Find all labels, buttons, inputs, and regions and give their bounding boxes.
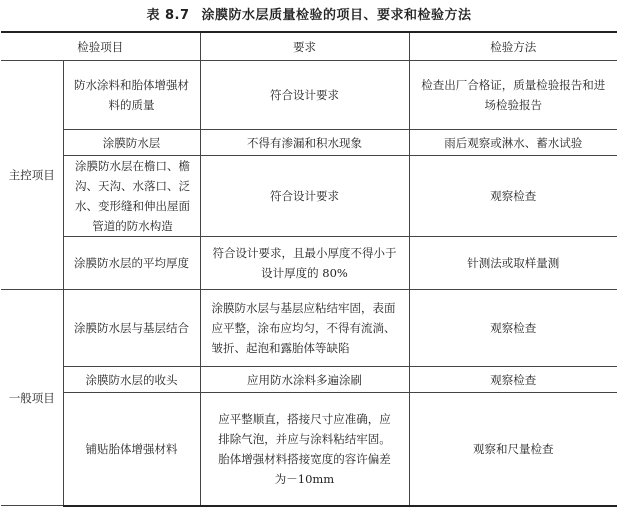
row-item: 涂膜防水层: [63, 130, 200, 156]
table-row: [1, 156, 617, 237]
table-row: [1, 393, 617, 506]
table-row: [1, 290, 617, 367]
row-requirement: 符合设计要求，且最小厚度不得小于设计厚度的 80%: [200, 237, 409, 290]
table-title: 涂膜防水层质量检验的项目、要求和检验方法: [201, 8, 472, 23]
row-method: 针测法或取样量测: [409, 237, 617, 290]
row-item: 涂膜防水层的收头: [63, 367, 200, 393]
table-caption: [0, 4, 618, 23]
header-requirement: 要求: [200, 32, 409, 61]
row-item: 涂膜防水层与基层结合: [63, 290, 200, 367]
header-item: 检验项目: [1, 32, 200, 61]
header-method: 检验方法: [409, 32, 617, 61]
row-method: 观察检查: [409, 156, 617, 237]
row-requirement: 应用防水涂料多遍涂刷: [200, 367, 409, 393]
group-label: 一般项目: [1, 290, 63, 506]
row-method: 观察和尺量检查: [409, 393, 617, 506]
row-item: 涂膜防水层的平均厚度: [63, 237, 200, 290]
inspection-table: [1, 31, 617, 507]
row-item: 涂膜防水层在檐口、檐沟、天沟、水落口、泛水、变形缝和伸出屋面管道的防水构造: [63, 156, 200, 237]
table-row: [1, 130, 617, 156]
table-row: [1, 367, 617, 393]
table-header-row: [1, 32, 617, 61]
row-method: 观察检查: [409, 367, 617, 393]
row-item: 防水涂料和胎体增强材料的质量: [63, 61, 200, 130]
row-method: 雨后观察或淋水、蓄水试验: [409, 130, 617, 156]
table-row: [1, 237, 617, 290]
row-item: 铺贴胎体增强材料: [63, 393, 200, 506]
row-requirement: 应平整顺直，搭接尺寸应准确，应排除气泡，并应与涂料粘结牢固。胎体增强材料搭接宽度的容许偏差为－10mm: [200, 393, 409, 506]
row-method: 观察检查: [409, 290, 617, 367]
table-number: 表 8.7: [146, 8, 190, 23]
group-label: 主控项目: [1, 61, 63, 290]
row-requirement: 不得有渗漏和积水现象: [200, 130, 409, 156]
row-requirement: 涂膜防水层与基层应粘结牢固，表面应平整，涂布应均匀，不得有流淌、皱折、起泡和露胎体等缺陷: [200, 290, 409, 367]
table-row: [1, 61, 617, 130]
row-method: 检查出厂合格证，质量检验报告和进场检验报告: [409, 61, 617, 130]
row-requirement: 符合设计要求: [200, 156, 409, 237]
row-requirement: 符合设计要求: [200, 61, 409, 130]
